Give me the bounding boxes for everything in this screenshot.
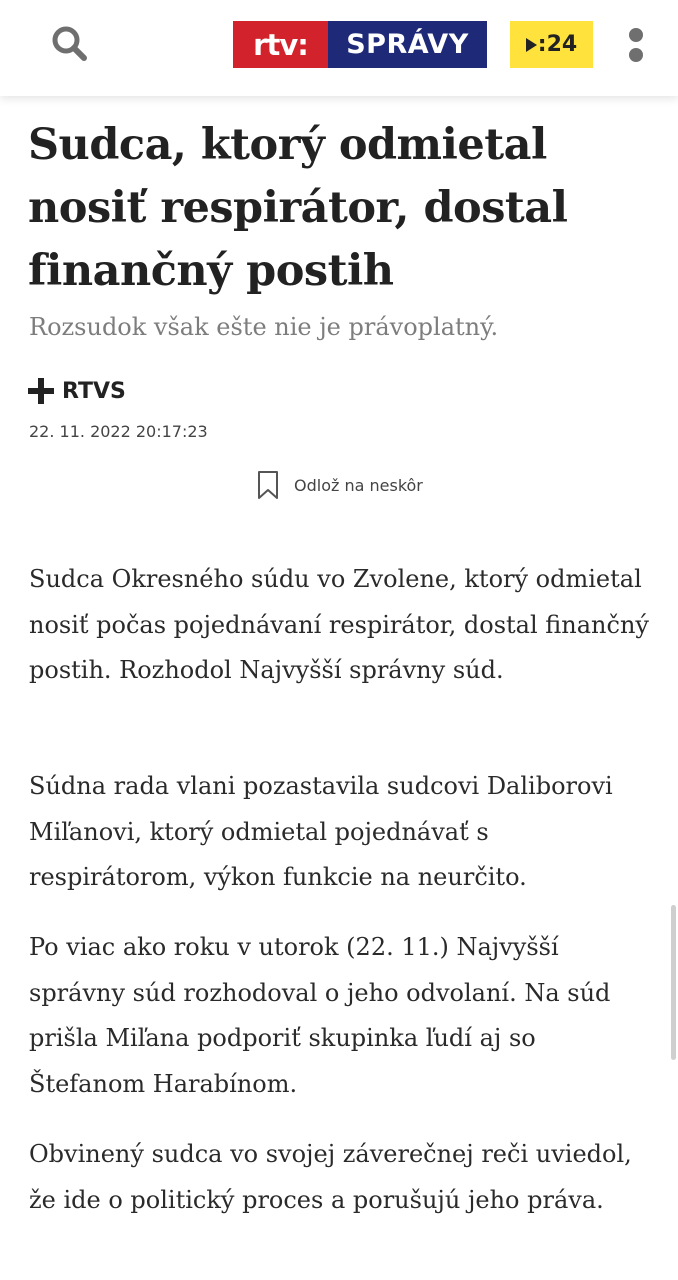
article-paragraph: Súdna rada vlani pozastavila sudcovi Daliborovi Miľanovi, ktorý odmietal pojednávať s respirátorom, výkon funkcie na neurčito. xyxy=(29,772,613,891)
search-icon xyxy=(50,24,90,64)
publish-datetime: 22. 11. 2022 20:17:23 xyxy=(29,422,208,441)
live-label: :24 xyxy=(537,32,578,57)
plus-icon xyxy=(28,378,54,404)
more-vertical-icon xyxy=(629,28,643,42)
article-title: Sudca, ktorý odmietal nosiť respirátor, dostal finančný postih xyxy=(28,120,568,296)
source-follow[interactable] xyxy=(28,378,126,404)
play-icon xyxy=(526,38,537,52)
article-subtitle: Rozsudok však ešte nie je právoplatný. xyxy=(29,313,499,341)
more-vertical-icon-dot xyxy=(629,48,643,62)
header xyxy=(0,0,678,96)
live-24-button[interactable] xyxy=(510,21,593,68)
logo-spravy: SPRÁVY xyxy=(328,21,487,68)
bookmark-icon xyxy=(256,470,280,500)
source-name: RTVS xyxy=(62,378,126,404)
article-paragraph: Po viac ako roku v utorok (22. 11.) Najvyšší správny súd rozhodoval o jeho odvolaní. Na súd prišla Miľana podporiť skupinka ľudí aj so Štefanom Harabínom. xyxy=(29,933,611,1098)
save-for-later-button[interactable] xyxy=(256,470,423,500)
rtvs-spravy-logo[interactable] xyxy=(233,21,487,68)
search-button[interactable] xyxy=(50,24,90,64)
more-menu-button[interactable] xyxy=(622,26,650,66)
scrollbar[interactable] xyxy=(671,905,676,1060)
article-paragraph: Sudca Okresného súdu vo Zvolene, ktorý odmietal nosiť počas pojednávaní respirátor, dostal finančný postih. Rozhodol Najvyšší správny súd. xyxy=(29,565,649,684)
article-paragraph: Obvinený sudca vo svojej záverečnej reči uviedol, že ide o politický proces a porušujú jeho práva. xyxy=(29,1140,632,1214)
logo-rtv: rtv: xyxy=(233,21,328,68)
save-for-later-label: Odlož na neskôr xyxy=(294,475,423,495)
